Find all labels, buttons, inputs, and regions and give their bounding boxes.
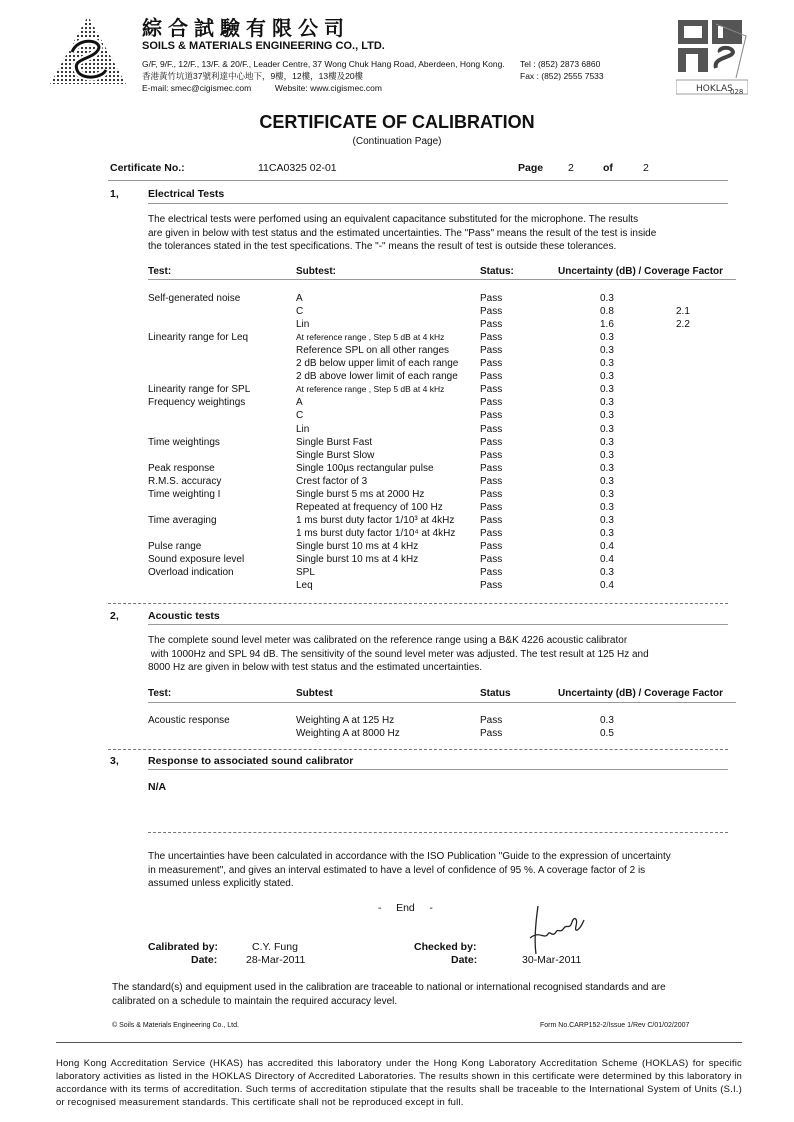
electrical-row-status: Pass [480, 580, 503, 591]
electrical-row-status: Pass [480, 358, 503, 369]
electrical-row-test: Time weighting I [148, 489, 221, 500]
electrical-row-subtest: Crest factor of 3 [296, 476, 368, 487]
divider [108, 749, 728, 750]
company-name-english: SOILS & MATERIALS ENGINEERING CO., LTD. [142, 40, 385, 52]
electrical-row-uncertainty: 0.3 [600, 528, 614, 539]
paragraph-line: The standard(s) and equipment used in the calibration are traceable to national or international recognised standards and are [112, 982, 666, 993]
divider [148, 702, 736, 703]
calibrated-by-label: Calibrated by: [148, 941, 219, 953]
electrical-row-uncertainty: 0.3 [600, 463, 614, 474]
electrical-row-subtest: Single 100µs rectangular pulse [296, 463, 434, 474]
electrical-row-subtest: Reference SPL on all other ranges [296, 345, 450, 356]
address-english: G/F, 9/F., 12/F., 13/F. & 20/F., Leader Centre, 37 Wong Chuk Hang Road, Aberdeen, Hong Kong. [142, 59, 505, 69]
calibrated-date: 28-Mar-2011 [246, 954, 306, 966]
electrical-row-uncertainty: 0.3 [600, 515, 614, 526]
electrical-row-status: Pass [480, 384, 503, 395]
column-header-subtest: Subtest: [296, 266, 336, 277]
electrical-row-uncertainty: 0.3 [600, 502, 614, 513]
electrical-row-subtest: C [296, 306, 304, 317]
electrical-row-status: Pass [480, 528, 503, 539]
electrical-row-status: Pass [480, 502, 503, 513]
divider [108, 603, 728, 604]
contact-numbers [520, 58, 604, 82]
electrical-row-uncertainty: 1.6 [600, 319, 614, 330]
column-header-status: Status: [480, 266, 514, 277]
email-website: E-mail: smec@cigismec.com Website: www.cigismec.com [142, 83, 382, 93]
acoustic-row-subtest: Weighting A at 8000 Hz [296, 728, 400, 739]
electrical-row-status: Pass [480, 306, 503, 317]
hkas-accreditation-mark [676, 18, 748, 96]
electrical-row-uncertainty: 0.3 [600, 332, 614, 343]
signature [520, 900, 590, 960]
checked-by-label: Checked by: [414, 941, 477, 953]
page-label: Page [518, 162, 544, 174]
electrical-row-uncertainty: 0.3 [600, 293, 614, 304]
calibrated-date-label: Date: [191, 954, 218, 966]
electrical-row-uncertainty: 0.3 [600, 567, 614, 578]
electrical-row-coverage-factor: 2.1 [676, 306, 690, 317]
electrical-row-status: Pass [480, 515, 503, 526]
section-3-heading: Response to associated sound calibrator [148, 755, 354, 767]
electrical-row-status: Pass [480, 332, 503, 343]
electrical-row-test: R.M.S. accuracy [148, 476, 222, 487]
paragraph-line: in measurement", and gives an interval estimated to have a level of confidence of 95 %. A coverage factor of 2 is [148, 864, 646, 876]
traceability-statement [112, 981, 732, 1008]
electrical-row-status: Pass [480, 319, 503, 330]
page-total: 2 [643, 162, 649, 174]
divider [148, 203, 728, 204]
electrical-row-subtest: Leq [296, 580, 313, 591]
electrical-row-uncertainty: 0.3 [600, 489, 614, 500]
uncertainty-note [148, 850, 738, 891]
electrical-row-status: Pass [480, 293, 503, 304]
acoustic-row-subtest: Weighting A at 125 Hz [296, 715, 395, 726]
electrical-row-subtest: A [296, 397, 303, 408]
section-1-number: 1, [110, 188, 119, 200]
acoustic-row-uncertainty: 0.5 [600, 728, 614, 739]
electrical-row-status: Pass [480, 567, 503, 578]
divider [148, 769, 728, 770]
electrical-row-subtest: SPL [296, 567, 315, 578]
hkas-number: 028 [730, 88, 744, 96]
electrical-row-uncertainty: 0.4 [600, 554, 614, 565]
electrical-row-subtest: Lin [296, 424, 310, 435]
divider [148, 832, 728, 833]
electrical-row-uncertainty: 0.3 [600, 384, 614, 395]
electrical-row-subtest: A [296, 293, 303, 304]
paragraph-line: The complete sound level meter was calibrated on the reference range using a B&K 4226 acoustic calibrator [148, 635, 628, 646]
electrical-row-uncertainty: 0.3 [600, 345, 614, 356]
acoustic-row-uncertainty: 0.3 [600, 715, 614, 726]
accreditation-statement: Hong Kong Accreditation Service (HKAS) has accredited this laboratory under the Hong Kong Laboratory Accreditation Scheme (HOKLAS) for specific laboratory activities as listed in the HOKLAS Directory of Accredited Laboratories. The results shown in this certificate were determined by this laboratory in accordance with its terms of accreditation. Such terms of accreditation stipulate that the results shall be traceable to the International System of Units (S.I.) or recognised measurement standards. This certificate shall not be reproduced except in full. [56, 1058, 742, 1108]
paragraph-line: assumed unless explicitly stated. [148, 878, 294, 889]
divider [148, 279, 736, 280]
checked-date-label: Date: [451, 954, 478, 966]
electrical-row-test: Time averaging [148, 515, 217, 526]
paragraph-line: 8000 Hz are given in below with test status and the estimated uncertainties. [148, 662, 483, 673]
company-address [142, 58, 505, 94]
column-header-test: Test: [148, 688, 172, 699]
column-header-uncertainty: Uncertainty (dB) / Coverage Factor [558, 266, 724, 277]
svg-text:HOKLAS: HOKLAS [696, 84, 733, 94]
paragraph-line: are given in below with test status and the estimated uncertainties. The "Pass" means the result of the test is inside [148, 227, 657, 239]
paragraph-line: The electrical tests were perfomed using an equivalent capacitance substituted for the microphone. The results [148, 214, 639, 225]
certificate-no-value: 11CA0325 02-01 [258, 162, 337, 174]
section-2-heading: Acoustic tests [148, 610, 220, 622]
electrical-row-status: Pass [480, 541, 503, 552]
certificate-subtitle: (Continuation Page) [352, 136, 442, 147]
column-header-uncertainty: Uncertainty (dB) / Coverage Factor [558, 688, 724, 699]
telephone: Tel : (852) 2873 6860 [520, 59, 601, 69]
electrical-row-uncertainty: 0.4 [600, 580, 614, 591]
electrical-row-status: Pass [480, 554, 503, 565]
electrical-row-subtest: Single Burst Slow [296, 450, 375, 461]
electrical-row-subtest: Single Burst Fast [296, 437, 373, 448]
electrical-row-uncertainty: 0.3 [600, 410, 614, 421]
form-number: Form No.CARP152-2/Issue 1/Rev C/01/02/2007 [540, 1022, 690, 1029]
section-2-description [148, 634, 738, 675]
electrical-row-test: Sound exposure level [148, 554, 245, 565]
electrical-row-test: Linearity range for SPL [148, 384, 251, 395]
electrical-row-test: Overload indication [148, 567, 234, 578]
electrical-row-test: Peak response [148, 463, 215, 474]
column-header-status: Status [480, 688, 511, 699]
electrical-row-uncertainty: 0.3 [600, 450, 614, 461]
electrical-row-status: Pass [480, 371, 503, 382]
electrical-row-test: Self-generated noise [148, 293, 241, 304]
electrical-row-subtest: At reference range , Step 5 dB at 4 kHz [296, 384, 445, 394]
electrical-row-status: Pass [480, 476, 503, 487]
company-logo [48, 14, 128, 86]
column-header-test: Test: [148, 266, 172, 277]
electrical-row-test: Frequency weightings [148, 397, 246, 408]
electrical-row-test: Pulse range [148, 541, 202, 552]
divider [148, 624, 728, 625]
section-1-heading: Electrical Tests [148, 188, 225, 200]
electrical-row-status: Pass [480, 397, 503, 408]
acoustic-row-test: Acoustic response [148, 715, 230, 726]
electrical-row-uncertainty: 0.4 [600, 541, 614, 552]
electrical-row-status: Pass [480, 489, 503, 500]
checked-date: 30-Mar-2011 [522, 954, 582, 966]
electrical-row-uncertainty: 0.3 [600, 358, 614, 369]
acoustic-row-status: Pass [480, 715, 503, 726]
electrical-row-uncertainty: 0.8 [600, 306, 614, 317]
electrical-row-status: Pass [480, 437, 503, 448]
section-1-description [148, 213, 738, 254]
calibrated-by-name: C.Y. Fung [252, 941, 298, 953]
electrical-row-test: Time weightings [148, 437, 220, 448]
electrical-row-status: Pass [480, 450, 503, 461]
fax: Fax : (852) 2555 7533 [520, 71, 604, 81]
electrical-row-status: Pass [480, 345, 503, 356]
electrical-row-subtest: 1 ms burst duty factor 1/10⁴ at 4kHz [296, 528, 456, 539]
electrical-row-test: Linearity range for Leq [148, 332, 249, 343]
divider [56, 1042, 742, 1043]
electrical-row-uncertainty: 0.3 [600, 424, 614, 435]
electrical-row-subtest: At reference range , Step 5 dB at 4 kHz [296, 332, 445, 342]
address-chinese: 香港黃竹坑道37號利達中心地下，9樓，12樓，13樓及20樓 [142, 71, 364, 81]
electrical-row-status: Pass [480, 463, 503, 474]
electrical-row-subtest: Lin [296, 319, 310, 330]
electrical-row-subtest: C [296, 410, 304, 421]
company-name-chinese: 綜合試驗有限公司 [142, 16, 350, 40]
electrical-row-subtest: 2 dB above lower limit of each range [296, 371, 458, 382]
copyright: © Soils & Materials Engineering Co., Ltd. [112, 1022, 239, 1029]
page-number: 2 [568, 162, 574, 174]
paragraph-line: the tolerances stated in the test specifications. The "-" means the result of test is outside these tolerances. [148, 241, 617, 252]
electrical-row-coverage-factor: 2.2 [676, 319, 690, 330]
electrical-row-subtest: Single burst 10 ms at 4 kHz [296, 554, 419, 565]
electrical-row-subtest: Repeated at frequency of 100 Hz [296, 502, 443, 513]
electrical-row-uncertainty: 0.3 [600, 371, 614, 382]
certificate-no-label: Certificate No.: [110, 162, 185, 174]
divider [108, 180, 728, 181]
section-3-number: 3, [110, 755, 119, 767]
of-label: of [603, 162, 613, 174]
electrical-row-uncertainty: 0.3 [600, 397, 614, 408]
paragraph-line: The uncertainties have been calculated in accordance with the ISO Publication "Guide to the expression of uncertainty [148, 851, 671, 862]
acoustic-row-status: Pass [480, 728, 503, 739]
electrical-row-status: Pass [480, 410, 503, 421]
electrical-row-status: Pass [480, 424, 503, 435]
electrical-row-subtest: 2 dB below upper limit of each range [296, 358, 459, 369]
electrical-row-uncertainty: 0.3 [600, 476, 614, 487]
section-3-value: N/A [148, 781, 167, 793]
electrical-row-subtest: Single burst 5 ms at 2000 Hz [296, 489, 425, 500]
electrical-row-subtest: 1 ms burst duty factor 1/10³ at 4kHz [296, 515, 455, 526]
paragraph-line: calibrated on a schedule to maintain the required accuracy level. [112, 995, 398, 1007]
end-marker: - End - [378, 902, 433, 914]
electrical-row-subtest: Single burst 10 ms at 4 kHz [296, 541, 419, 552]
paragraph-line: with 1000Hz and SPL 94 dB. The sensitivity of the sound level meter was adjusted. The test result at 125 Hz and [148, 648, 649, 660]
certificate-title: CERTIFICATE OF CALIBRATION [259, 112, 535, 132]
electrical-row-uncertainty: 0.3 [600, 437, 614, 448]
section-2-number: 2, [110, 610, 119, 622]
column-header-subtest: Subtest [296, 688, 333, 699]
